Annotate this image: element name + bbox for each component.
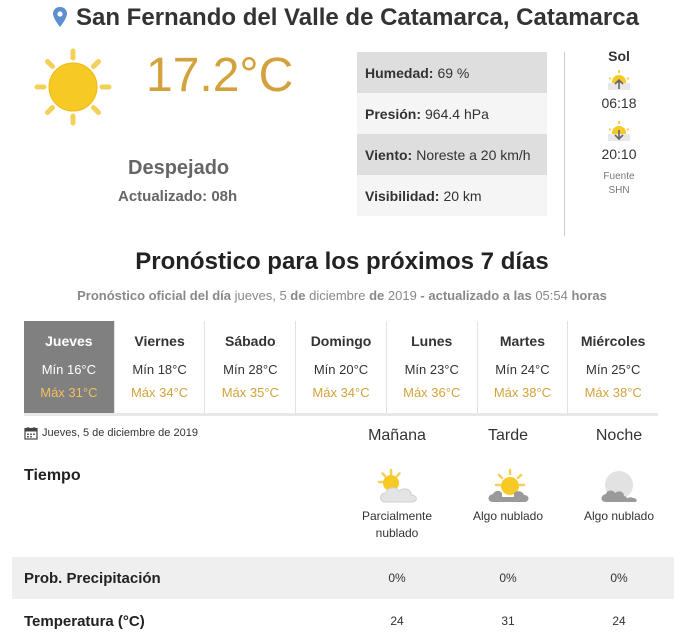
day-min: Mín 28°C [223, 362, 278, 377]
day-max: Máx 31°C [40, 385, 98, 400]
precipitation-row [12, 557, 674, 599]
location-title: San Fernando del Valle de Catamarca, Catamarca [76, 4, 639, 31]
wind-value: Noreste a 20 km/h [416, 146, 531, 163]
sun-panel [580, 48, 658, 198]
weather-desc: Algo nublado [472, 509, 544, 523]
sunset-time: 20:10 [601, 146, 637, 162]
pressure-label: Presión: [365, 105, 422, 122]
humidity-stat [357, 52, 547, 93]
current-temperature: 17.2°C [146, 49, 294, 102]
detail-date-text: Jueves, 5 de diciembre de 2019 [42, 427, 198, 439]
day-max: Máx 36°C [403, 385, 461, 400]
tiempo-label: Tiempo [24, 467, 81, 484]
sub-day: 5 [279, 288, 287, 303]
sub-de: de [369, 288, 385, 303]
day-min: Mín 25°C [586, 362, 641, 377]
sunset-icon [606, 119, 632, 141]
pressure-value: 964.4 hPa [425, 105, 489, 122]
day-name: Lunes [411, 333, 453, 349]
day-tab-sabado[interactable] [205, 321, 296, 413]
day-tab-viernes[interactable] [115, 321, 206, 413]
pressure-stat [357, 93, 547, 134]
column-night: Noche [595, 427, 643, 444]
current-stats [357, 52, 547, 216]
precipitation-morning: 0% [388, 571, 406, 585]
source-label: Fuente [603, 171, 635, 182]
humidity-label: Humedad: [365, 64, 434, 81]
day-max: Máx 38°C [493, 385, 552, 400]
visibility-stat [357, 175, 547, 216]
sub-hours: horas [571, 288, 607, 303]
temperature-night: 24 [612, 614, 626, 628]
forecast-heading: Pronóstico para los próximos 7 días [135, 248, 549, 275]
day-max: Máx 34°C [130, 385, 189, 400]
weather-desc: Algo nublado [583, 509, 655, 523]
wind-label: Viento: [365, 146, 413, 163]
day-tab-miercoles[interactable] [568, 321, 658, 413]
sub-month: diciembre [309, 288, 366, 303]
day-tab-martes[interactable] [478, 321, 569, 413]
day-min: Mín 18°C [132, 362, 187, 377]
precipitation-label: Prob. Precipitación [24, 569, 161, 587]
partly-cloudy-icon [375, 468, 421, 508]
day-name: Domingo [310, 333, 372, 349]
afternoon-weather [452, 508, 564, 525]
column-morning: Mañana [368, 427, 426, 444]
updated-time: Actualizado: 08h [118, 188, 238, 205]
weather-desc: nublado [375, 526, 419, 540]
day-name: Jueves [45, 333, 93, 349]
day-name: Martes [499, 333, 546, 349]
sun-icon [34, 48, 112, 126]
day-min: Mín 16°C [41, 362, 97, 377]
sunrise-icon [606, 68, 632, 90]
precipitation-night: 0% [610, 571, 628, 585]
day-tabs [24, 321, 658, 416]
day-name: Viernes [134, 333, 185, 349]
sub-updated: - actualizado a las [420, 288, 532, 303]
day-max: Máx 38°C [584, 385, 642, 400]
moon-cloud-icon [597, 468, 643, 508]
source-name: SHN [608, 185, 630, 196]
column-afternoon: Tarde [487, 427, 529, 444]
temperature-afternoon: 31 [501, 614, 515, 628]
location-pin-icon [51, 6, 69, 28]
wind-stat [357, 134, 547, 175]
temperature-label: Temperatura (°C) [24, 612, 145, 630]
sub-year: 2019 [387, 288, 417, 303]
day-tab-jueves[interactable] [24, 321, 115, 413]
divider [564, 52, 565, 236]
day-name: Sábado [225, 333, 276, 349]
humidity-value: 69 % [437, 64, 470, 81]
day-min: Mín 23°C [404, 362, 459, 377]
current-condition: Despejado [128, 157, 230, 179]
sub-weekday: jueves, [234, 288, 276, 303]
visibility-label: Visibilidad: [365, 187, 440, 204]
day-name: Miércoles [580, 333, 646, 349]
weather-desc: Parcialmente [361, 509, 433, 523]
day-tab-domingo[interactable] [296, 321, 387, 413]
day-tab-lunes[interactable] [387, 321, 478, 413]
sun-cloud-icon [486, 468, 532, 508]
precipitation-afternoon: 0% [499, 571, 517, 585]
morning-weather [341, 508, 453, 542]
day-min: Mín 24°C [495, 362, 550, 377]
detail-date [24, 426, 198, 440]
visibility-value: 20 km [443, 187, 482, 204]
sub-de: de [290, 288, 306, 303]
sunrise-time: 06:18 [601, 95, 637, 111]
sub-time: 05:54 [535, 288, 568, 303]
calendar-icon [24, 426, 38, 440]
sun-label: Sol [608, 48, 630, 64]
temperature-row [12, 600, 674, 642]
day-max: Máx 34°C [312, 385, 370, 400]
forecast-subtitle [0, 288, 684, 303]
night-weather [563, 508, 675, 525]
sub-prefix: Pronóstico oficial del día [77, 288, 231, 303]
day-min: Mín 20°C [313, 362, 369, 377]
day-max: Máx 35°C [221, 385, 279, 400]
temperature-morning: 24 [390, 614, 404, 628]
